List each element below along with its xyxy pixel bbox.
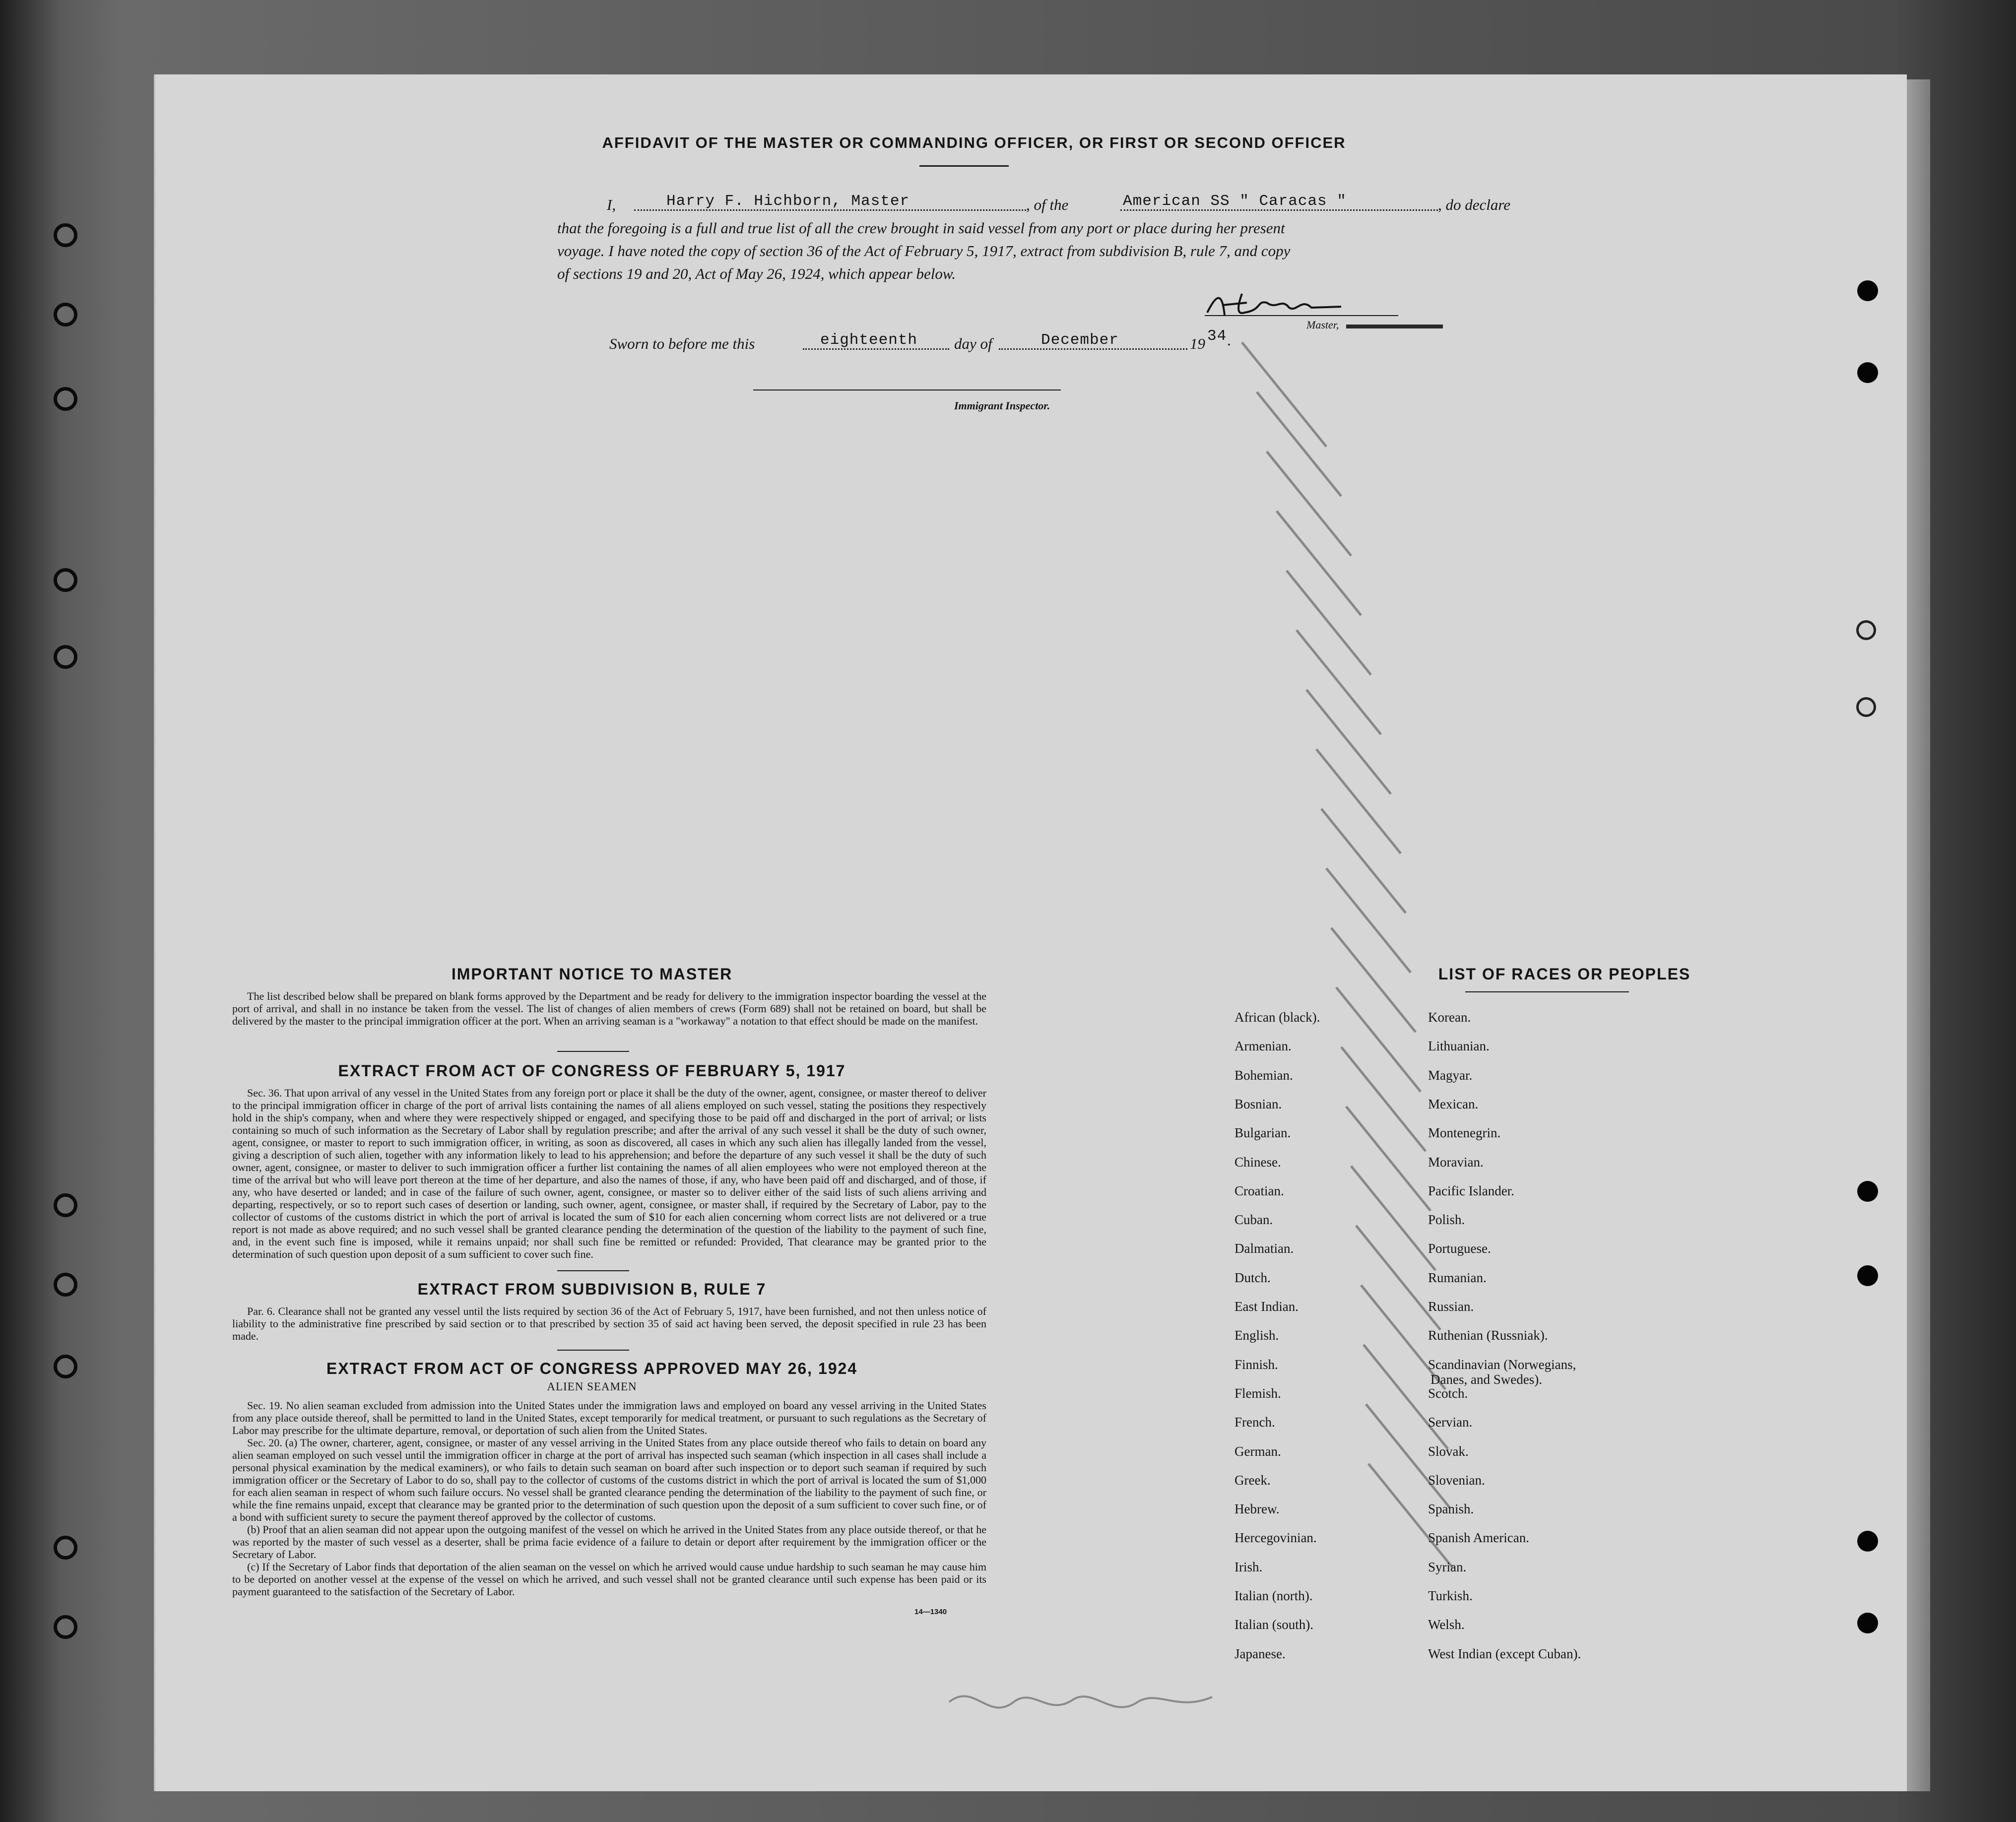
divider (557, 1270, 629, 1271)
document-page (154, 74, 1907, 1791)
races-title-rule (1465, 991, 1629, 992)
affidavit-line3: voyage. I have noted the copy of section 36 of the Act of February 5, 1917, extract from subdivision B, rule 7, and copy (557, 242, 1291, 260)
extract-1917-title: EXTRACT FROM ACT OF CONGRESS OF FEBRUARY 5, 1917 (338, 1062, 846, 1080)
race-item: Flemish. (1235, 1385, 1281, 1401)
race-item: Hebrew. (1235, 1501, 1280, 1517)
race-item: Servian. (1428, 1415, 1473, 1430)
race-item: Finnish. (1235, 1357, 1278, 1372)
race-item: Pacific Islander. (1428, 1183, 1514, 1198)
sec20a-body: Sec. 20. (a) The owner, charterer, agent, consignee, or master of any vessel arriving in the United States from any place outside thereof who fails to detain on board any alien seaman employed on such vessel until the immigration officer in charge at the port of arrival has inspected such seaman (which inspection in all cases shall include a personal physical examination by the medical examiners), or who fails to detain such seaman on board after such inspection or to deport such seaman if required by such immigration officer or the Secretary of Labor to do so, shall pay to the collector of customs of the customs district in which the port of arrival is located the sum of $1,000 for each alien seaman in respect of whom such failure occurs. No vessel shall be granted clearance pending the determination of the liability to the payment of such fine, or while the fine remains unpaid, except that clearance may be granted prior to the determination of such question upon the deposit of a sum sufficient to cover such fine, or of a bond with sufficient surety to secure the payment thereof approved by the collector of customs. (232, 1436, 986, 1523)
affidavit-line4: of sections 19 and 20, Act of May 26, 1924, which appear below. (557, 265, 956, 282)
race-item: Bosnian. (1235, 1096, 1282, 1111)
punch-hole (1857, 280, 1878, 301)
race-item: Montenegrin. (1428, 1125, 1501, 1141)
punch-hole (1857, 1181, 1878, 1202)
race-item: Armenian. (1235, 1039, 1292, 1054)
sworn-label: Sworn to before me this (609, 335, 755, 352)
race-item: Irish. (1235, 1559, 1263, 1574)
race-item: Portuguese. (1428, 1241, 1491, 1256)
form-number: 14—1340 (914, 1608, 947, 1616)
binder-hole (54, 645, 77, 669)
punch-hole (1857, 1265, 1878, 1286)
races-title: LIST OF RACES OR PEOPLES (1438, 965, 1691, 983)
title-rule (919, 165, 1009, 167)
pencil-annotation (944, 1672, 1222, 1732)
race-item: German. (1235, 1443, 1281, 1459)
binder-hole (54, 1273, 77, 1297)
punch-hole (1857, 1531, 1878, 1552)
punch-hole (1856, 620, 1876, 640)
master-name-value: Harry F. Hichborn, Master (666, 193, 910, 210)
extract-1924-title: EXTRACT FROM ACT OF CONGRESS APPROVED MAY 26, 1924 (326, 1360, 858, 1377)
race-item: English. (1235, 1328, 1279, 1343)
binder-hole (54, 1615, 77, 1639)
notice-title: IMPORTANT NOTICE TO MASTER (451, 965, 733, 983)
race-item: Danes, and Swedes). (1431, 1371, 1542, 1387)
rule7-title: EXTRACT FROM SUBDIVISION B, RULE 7 (417, 1280, 767, 1298)
affidavit-i: I, (607, 196, 616, 213)
year-prefix: 19 (1190, 335, 1205, 352)
binder-hole (54, 303, 77, 326)
race-item: East Indian. (1235, 1299, 1299, 1314)
punch-hole (1857, 362, 1878, 383)
race-item: French. (1235, 1415, 1275, 1430)
binder-hole (54, 223, 77, 247)
race-item: Chinese. (1235, 1154, 1281, 1170)
month-value: December (1041, 331, 1119, 349)
master-signature (1202, 288, 1351, 323)
race-item: Russian. (1428, 1299, 1474, 1314)
punch-hole (1856, 697, 1876, 717)
binder-hole (54, 568, 77, 592)
race-item: Italian (north). (1235, 1588, 1313, 1603)
race-item: Scandinavian (Norwegians, (1428, 1357, 1576, 1372)
notice-body: The list described below shall be prepared on blank forms approved by the Department and be ready for delivery to the immigration inspector boarding the vessel at the port of arrival, and shall in no instance be taken from the vessel. The list of changes of alien members of crews (Form 689) shall not be retained on board, but shall be delivered by the master to the principal immigration officer at the port. When an arriving seaman is a "workaway" a notation to that effect should be made on the manifest. (232, 990, 986, 1027)
race-item: Magyar. (1428, 1067, 1473, 1083)
race-item: African (black). (1235, 1010, 1320, 1025)
day-of-label: day of (954, 335, 992, 352)
binder-hole (54, 1193, 77, 1217)
declare-label: , do declare (1438, 196, 1511, 213)
extract-1924-subtitle: ALIEN SEAMEN (547, 1380, 637, 1393)
rule7-body: Par. 6. Clearance shall not be granted any vessel until the lists required by section 36 of the Act of February 5, 1917, have been furnished, and not then unless notice of liability to the administrative fine prescribed by said section or to that prescribed by section 35 of said act having been served, the deposit specified in rule 23 has been made. (232, 1305, 986, 1342)
race-item: Dutch. (1235, 1270, 1271, 1285)
race-item: Bulgarian. (1235, 1125, 1291, 1141)
race-item: Scotch. (1428, 1385, 1468, 1401)
race-item: Japanese. (1235, 1646, 1286, 1661)
race-item: Italian (south). (1235, 1617, 1313, 1632)
race-item: Spanish. (1428, 1501, 1474, 1517)
race-item: Welsh. (1428, 1617, 1465, 1632)
punch-hole (1857, 1613, 1878, 1633)
inspector-caption: Immigrant Inspector. (954, 399, 1050, 412)
binder-hole (54, 1536, 77, 1560)
affidavit-title: AFFIDAVIT OF THE MASTER OR COMMANDING OFFICER, OR FIRST OR SECOND OFFICER (602, 134, 1346, 151)
divider (557, 1350, 629, 1351)
race-item: Ruthenian (Russniak). (1428, 1328, 1548, 1343)
binder-hole (54, 387, 77, 411)
affidavit-line2: that the foregoing is a full and true list of all the crew brought in said vessel from any port or place during her present (557, 219, 1285, 237)
race-item: Croatian. (1235, 1183, 1284, 1198)
sec20c-body: (c) If the Secretary of Labor finds that deportation of the alien seaman on the vessel on which he arrived would cause undue hardship to such seaman he may cause him to be deported on another vessel at the expense of the vessel on which he arrived, and such vessel shall not be granted clearance until such expense has been paid or its payment guaranteed to the satisfaction of the Secretary of Labor. (232, 1561, 986, 1598)
race-item: Moravian. (1428, 1154, 1484, 1170)
year-suffix: . (1227, 331, 1231, 349)
race-item: Mexican. (1428, 1096, 1479, 1111)
race-item: Hercegovinian. (1235, 1530, 1317, 1546)
struck-out-text (1346, 325, 1443, 328)
race-item: Bohemian. (1235, 1067, 1293, 1083)
race-item: Turkish. (1428, 1588, 1473, 1603)
race-item: Dalmatian. (1235, 1241, 1294, 1256)
race-item: Korean. (1428, 1010, 1471, 1025)
race-item: Slovak. (1428, 1443, 1469, 1459)
divider (557, 1051, 629, 1052)
race-item: Spanish American. (1428, 1530, 1529, 1546)
race-item: Slovenian. (1428, 1472, 1485, 1488)
binder-hole (54, 1355, 77, 1378)
race-item: Lithuanian. (1428, 1039, 1490, 1054)
signature-line (1205, 315, 1398, 316)
sec19-body: Sec. 19. No alien seaman excluded from admission into the United States under the immigration laws and employed on board any vessel arriving in the United States from any place outside thereof, shall be permitted to land in the United States, except temporarily for medical treatment, or pursuant to such regulations as the Secretary of Labor may prescribe for the ultimate departure, removal, or deportation of such alien from the United States. (232, 1399, 986, 1436)
year-value: 34 (1207, 327, 1227, 345)
master-caption: Master, (1306, 319, 1339, 331)
race-item: Polish. (1428, 1212, 1465, 1228)
race-item: Syrian. (1428, 1559, 1467, 1574)
race-item: Cuban. (1235, 1212, 1273, 1228)
sec20b-body: (b) Proof that an alien seaman did not appear upon the outgoing manifest of the vessel on which he arrived in the United States from any place outside thereof, or that he was reported by the master of such vessel as a deserter, shall be prima facie evidence of a failure to detain or deport after requirement by the immigration officer or the Secretary of Labor. (232, 1523, 986, 1561)
of-the-label: , of the (1026, 196, 1069, 213)
race-item: Rumanian. (1428, 1270, 1487, 1285)
race-item: West Indian (except Cuban). (1428, 1646, 1581, 1661)
day-value: eighteenth (820, 331, 918, 349)
race-item: Greek. (1235, 1472, 1271, 1488)
extract-1917-body: Sec. 36. That upon arrival of any vessel in the United States from any foreign port or place it shall be the duty of the owner, agent, consignee, or master thereof to deliver to the principal immigration officer in charge of the port of arrival lists containing the names of all aliens employed on such vessel, stating the positions they respectively hold in the ship's company, when and where they were respectively shipped or engaged, and specifying those to be paid off and discharged in the port of arrival; or lists containing so much of such information as the Secretary of Labor shall by regulation prescribe; and after the arrival of any such vessel it shall be the duty of such owner, agent, consignee, or master to report to such immigration officer, in writing, as soon as discovered, all cases in which any such alien has illegally landed from the vessel, giving a description of such alien, together with any information likely to lead to his apprehension; and before the departure of any such vessel it shall be the duty of such owner, agent, consignee, or master to deliver to such immigration officer a further list containing the names of all alien employees who were not employed thereon at the time of the arrival but who will leave port thereon at the time of her departure, and also the names of those, if any, who have been paid off and discharged, and of those, if any, who have deserted or landed; and in case of the failure of such owner, agent, consignee, or master so to deliver either of the said lists of such aliens arriving and departing, respectively, or so to report such cases of desertion or landing, such owner, agent, consignee, or master shall, if required by the Secretary of Labor, pay to the collector of customs of the customs district in which the port of arrival is located the sum of $10 for each alien concerning whom correct lists are not delivered or a true report is not made as above required; and no such vessel shall be granted clearance pending the determination of the question of the liability to the payment of such fine, and, in the event such fine is imposed, while it remains unpaid; nor shall such fine be remitted or refunded: Provided, That clearance may be granted prior to the determination of such question upon deposit of a sum sufficient to cover such fine. (232, 1087, 986, 1260)
vessel-name-value: American SS " Caracas " (1123, 193, 1347, 210)
